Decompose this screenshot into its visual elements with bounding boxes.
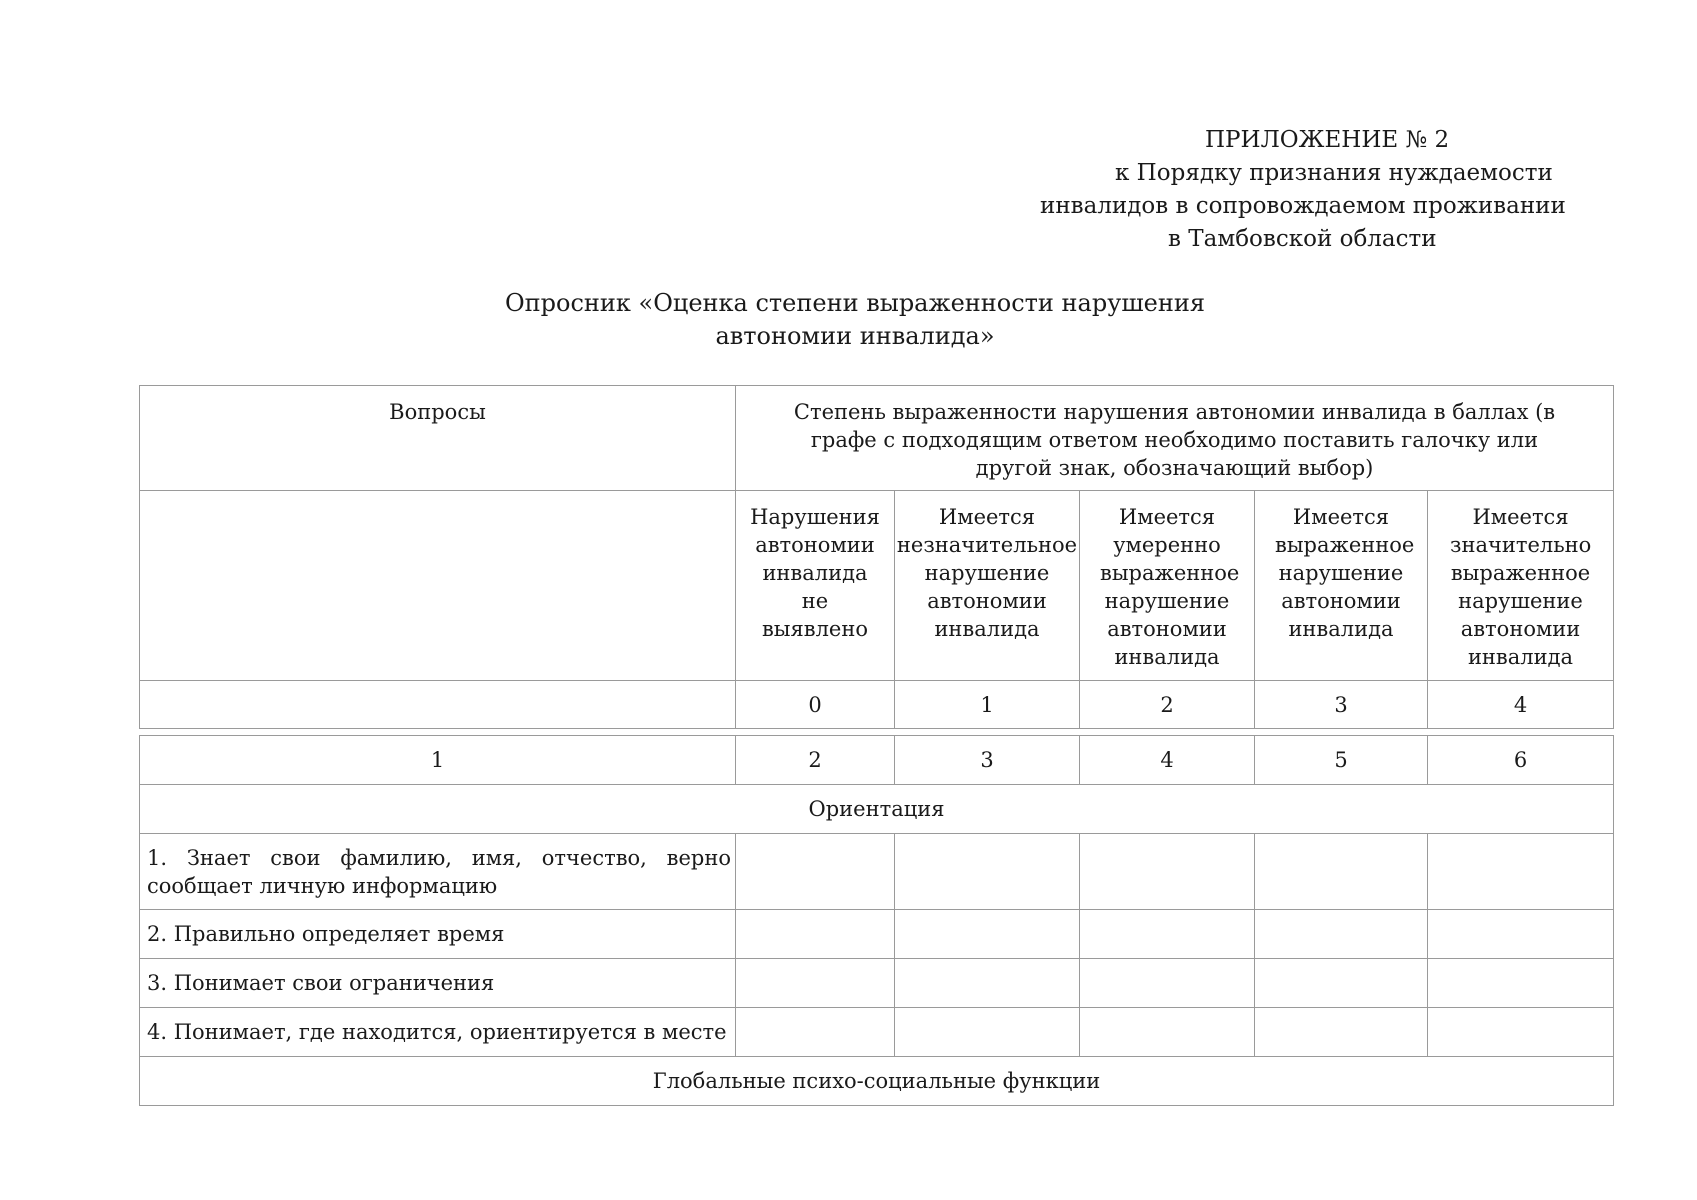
answer-cell-q1-score1[interactable] [895,834,1080,910]
answer-cell-q2-score2[interactable] [1080,910,1255,959]
column-number-5: 5 [1255,736,1428,785]
column-number-2: 2 [736,736,895,785]
form-title-line-1: Опросник «Оценка степени выраженности нарушения [504,289,1205,317]
header-table [139,385,1614,729]
form-title [440,287,1270,353]
score-3: 3 [1255,681,1428,729]
section-title-orientation: Ориентация [140,785,1614,834]
question-text-2: 2. Правильно определяет время [140,910,736,959]
answer-cell-q1-score3[interactable] [1255,834,1428,910]
level-1-header: Имеется незначительное нарушение автономии инвалида [895,491,1080,681]
header-row-titles [140,386,1614,491]
score-4: 4 [1428,681,1614,729]
question-label: 1. Знает свои фамилию, имя, отчество, верно сообщает личную информацию [147,845,731,898]
appendix-reference-line-3: в Тамбовской области [1168,226,1437,252]
answer-cell-q4-score4[interactable] [1428,1008,1614,1057]
answer-cell-q2-score3[interactable] [1255,910,1428,959]
question-text-1 [140,834,736,910]
answer-cell-q2-score1[interactable] [895,910,1080,959]
appendix-number: ПРИЛОЖЕНИЕ № 2 [1205,127,1450,153]
level-0-header: Нарушения автономии инвалида не выявлено [736,491,895,681]
score-1: 1 [895,681,1080,729]
appendix-reference-line-1: к Порядку признания нуждаемости [1115,160,1553,186]
answer-cell-q2-score0[interactable] [736,910,895,959]
form-title-line-2: автономии инвалида» [715,322,995,350]
score-0: 0 [736,681,895,729]
score-2: 2 [1080,681,1255,729]
column-number-3: 3 [895,736,1080,785]
questions-table [139,735,1614,1106]
degree-header: Степень выраженности нарушения автономии инвалида в баллах (в графе с подходящим ответом необходимо поставить галочку или другой знак, обозначающий выбор) [736,386,1614,491]
level-4-header: Имеется значительно выраженное нарушение автономии инвалида [1428,491,1614,681]
answer-cell-q3-score3[interactable] [1255,959,1428,1008]
column-numbers-row [140,736,1614,785]
column-number-6: 6 [1428,736,1614,785]
questions-header: Вопросы [140,386,736,491]
section-row-psychosocial [140,1057,1614,1106]
question-text-4: 4. Понимает, где находится, ориентируется в месте [140,1008,736,1057]
question-row-1 [140,834,1614,910]
answer-cell-q4-score3[interactable] [1255,1008,1428,1057]
column-number-4: 4 [1080,736,1255,785]
answer-cell-q4-score2[interactable] [1080,1008,1255,1057]
answer-cell-q4-score1[interactable] [895,1008,1080,1057]
answer-cell-q1-score4[interactable] [1428,834,1614,910]
section-row-orientation [140,785,1614,834]
header-row-scores [140,681,1614,729]
question-row-3 [140,959,1614,1008]
level-2-header: Имеется умеренно выраженное нарушение автономии инвалида [1080,491,1255,681]
header-row-levels [140,491,1614,681]
section-title-psychosocial: Глобальные психо-социальные функции [140,1057,1614,1106]
answer-cell-q3-score0[interactable] [736,959,895,1008]
appendix-reference-line-2: инвалидов в сопровождаемом проживании [1040,193,1566,219]
level-3-header: Имеется выраженное нарушение автономии инвалида [1255,491,1428,681]
answer-cell-q2-score4[interactable] [1428,910,1614,959]
answer-cell-q3-score1[interactable] [895,959,1080,1008]
scores-empty [140,681,736,729]
questions-header-empty [140,491,736,681]
answer-cell-q1-score2[interactable] [1080,834,1255,910]
question-row-2 [140,910,1614,959]
question-row-4 [140,1008,1614,1057]
question-text-3: 3. Понимает свои ограничения [140,959,736,1008]
answer-cell-q3-score2[interactable] [1080,959,1255,1008]
answer-cell-q1-score0[interactable] [736,834,895,910]
column-number-1: 1 [140,736,736,785]
answer-cell-q3-score4[interactable] [1428,959,1614,1008]
answer-cell-q4-score0[interactable] [736,1008,895,1057]
appendix-block [1030,124,1630,256]
